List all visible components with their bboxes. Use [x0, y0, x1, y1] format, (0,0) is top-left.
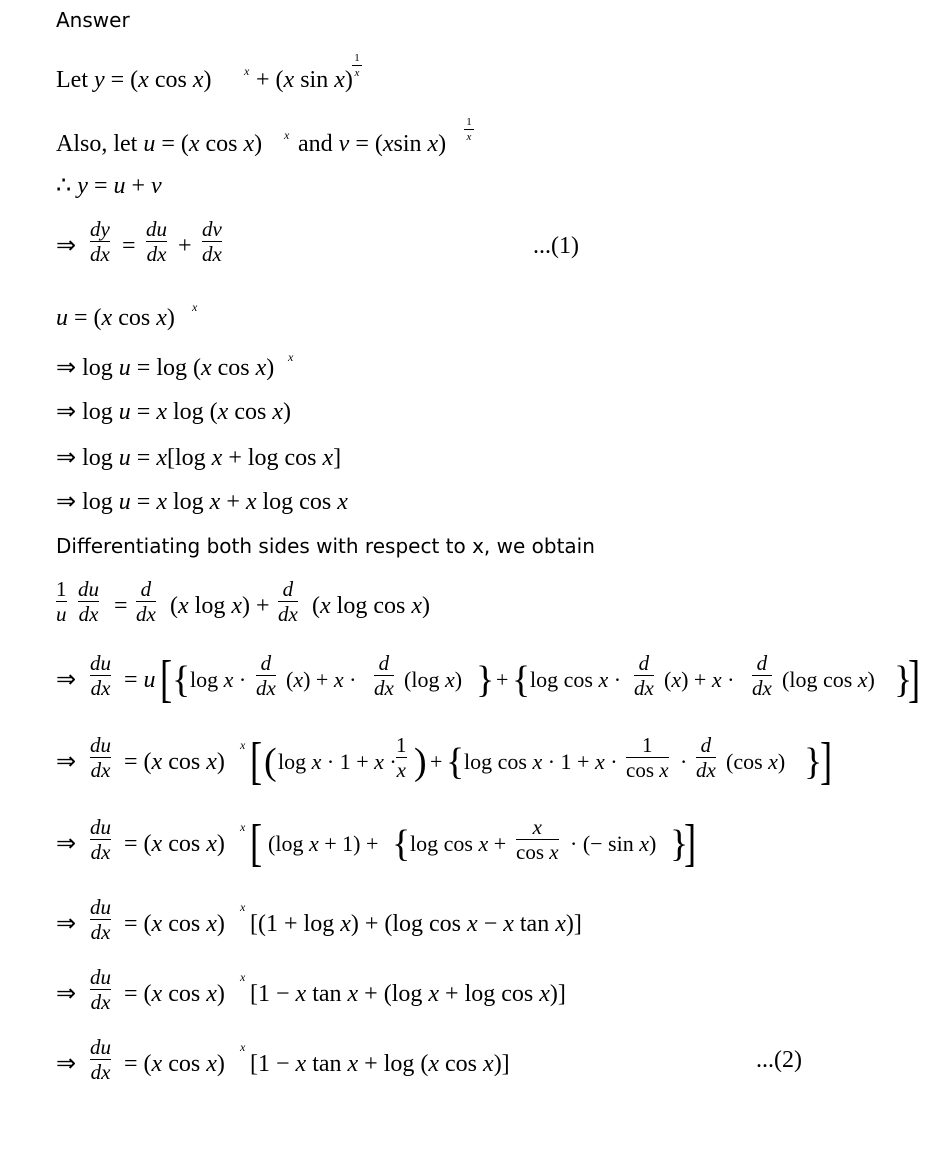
equation-let-y: Let y = (x cos x) x + (x sin x) 1 x [56, 60, 456, 100]
equation-derivative-6: ⇒ du dx = (x cos x) x [1 − x tan x + (log x + log cos x)] [56, 965, 566, 1014]
equation-derivative-4: ⇒ du dx = (x cos x) x [ (log x + 1) + { log cos x + x cos x · (− sin x) } ] [56, 815, 697, 872]
equation-tag-2: ...(2) [756, 1047, 802, 1073]
equation-log-u-3: ⇒ log u = x[log x + log cos x] [56, 445, 342, 471]
equation-dy-dx: ⇒ dy dx = du dx + dv dx [56, 217, 222, 266]
equation-log-u-4: ⇒ log u = x log x + x log cos x [56, 489, 348, 515]
equation-let-u-v: Also, let u = (x cos x) x and v = (xsin x) 1 x [56, 124, 516, 164]
equation-derivative-2: ⇒ du dx = u [ { log x · d dx (x) + x · d dx (log x) } + { log cos x · d dx (x) + x · d dx (log cos x) } ] [56, 651, 921, 708]
equation-derivative-7: ⇒ du dx = (x cos x) x [1 − x tan x + log (x cos x)] [56, 1035, 510, 1084]
answer-heading: Answer [56, 8, 130, 32]
equation-tag-1: ...(1) [533, 233, 579, 259]
equation-y-sum: ∴ y = u + v [56, 173, 162, 199]
equation-derivative-3: ⇒ du dx = (x cos x) x [ ( log x · 1 + x · 1 x ) + { log cos x · 1 + x · 1 cos x · d dx (cos x) } ] [56, 733, 833, 790]
equation-log-u-2: ⇒ log u = x log (x cos x) [56, 399, 291, 425]
equation-derivative-5: ⇒ du dx = (x cos x) x [(1 + log x) + (log cos x − x tan x)] [56, 895, 582, 944]
differentiating-text: Differentiating both sides with respect to x, we obtain [56, 534, 595, 558]
equation-derivative-1: 1 u du dx = d dx (x log x) + d dx (x log cos x) [56, 577, 430, 626]
equation-u-def: u = (x cos x) x [56, 300, 198, 331]
equation-log-u-1: ⇒ log u = log (x cos x) x [56, 350, 294, 381]
